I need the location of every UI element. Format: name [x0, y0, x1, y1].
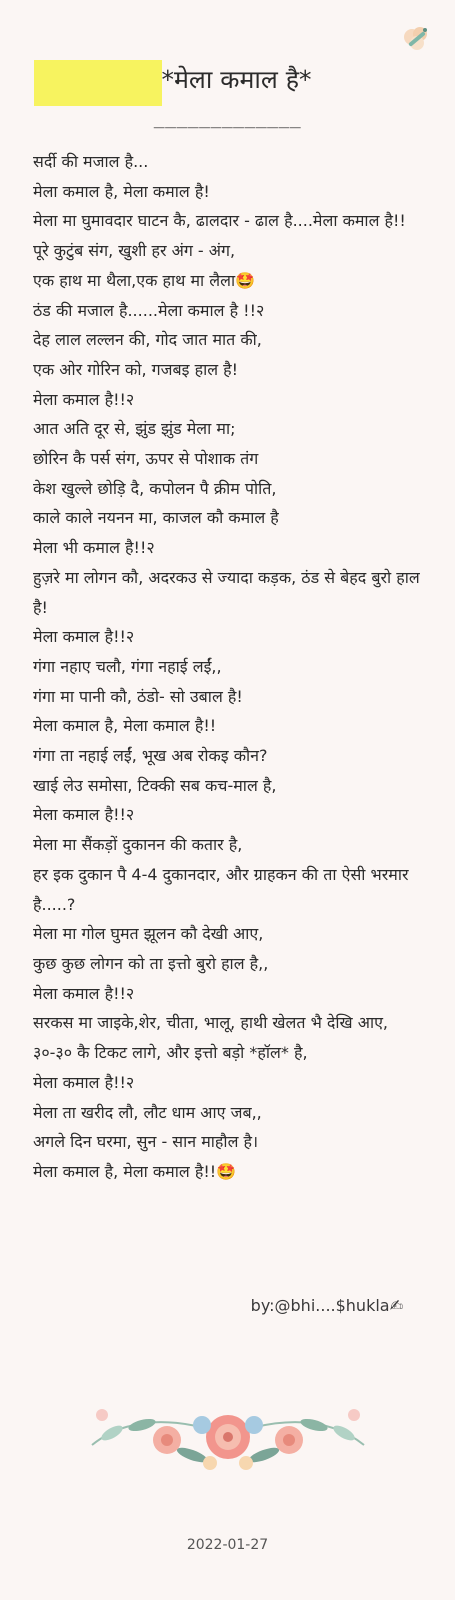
poem-line: कुछ कुछ लोगन को ता इत्तो बुरो हाल है,, — [33, 953, 269, 973]
poem-line: ठंड की मजाल है......मेला कमाल है !!२ — [33, 300, 265, 320]
poem-line: आत अति दूर से, झुंड झुंड मेला मा; — [33, 419, 236, 439]
flower-pen-sticker-icon — [399, 22, 433, 56]
poem-line: गंगा ता नहाई लईं, भूख अब रोकइ कौन? — [33, 746, 268, 766]
poem-line: गंगा मा पानी कौ, ठंडो- सो उबाल है! — [33, 686, 243, 706]
poem-line: सरकस मा जाइके,शेर, चीता, भालू, हाथी खेलत भै देखि आए, — [33, 1013, 389, 1033]
poem-line: अगले दिन घरमा, सुन - सान माहौल है। — [33, 1132, 259, 1152]
poem-line: एक हाथ मा थैला,एक हाथ मा लैला🤩 — [33, 270, 256, 290]
poem-body — [33, 147, 423, 1187]
poem-line: मेला कमाल है!!२ — [33, 1072, 135, 1092]
poem-line: छोरिन कै पर्स संग, ऊपर से पोशाक तंग — [33, 449, 259, 469]
post-date: 2022-01-27 — [186, 1537, 269, 1553]
poem-line: एक ओर गोरिन को, गजबइ हाल है! — [33, 359, 239, 379]
poem-line: खाई लेउ समोसा, टिक्की सब कच-माल है, — [33, 775, 277, 795]
poem-line: मेला कमाल है, मेला कमाल है!! — [33, 716, 217, 736]
title-highlight — [34, 60, 162, 106]
floral-garland-decoration — [82, 1385, 374, 1485]
poem-line: मेला मा सैंकड़ों दुकानन की कतार है, — [33, 835, 243, 855]
poem-line: मेला कमाल है!!२ — [33, 805, 135, 825]
poem-line: काले काले नयनन मा, काजल कौ कमाल है — [33, 508, 279, 528]
poem-line: देह लाल लल्लन की, गोद जात मात की, — [33, 330, 262, 350]
title-block — [0, 58, 455, 102]
title-underline: _____________ — [153, 108, 302, 129]
poem-line: मेला मा घुमावदार घाटन कै, ढालदार - ढाल है....मेला कमाल है!! — [33, 211, 406, 231]
poem-line: मेला मा गोल घुमत झूलन कौ देखी आए, — [33, 924, 264, 944]
poem-line: पूरे कुटुंब संग, खुशी हर अंग - अंग, — [33, 241, 236, 261]
poem-line: गंगा नहाए चलौ, गंगा नहाई लईं,, — [33, 656, 222, 676]
poem-line: ३०-३० कै टिकट लागे, और इत्तो बड़ो *हॉल* है, — [33, 1043, 308, 1063]
poem-line: मेला कमाल है!!२ — [33, 389, 135, 409]
poem-line: हुज़रे मा लोगन कौ, अदरकउ से ज्यादा कड़क, ठंड से बेहद बुरो हाल है! — [33, 567, 420, 617]
poem-line: मेला कमाल है, मेला कमाल है! — [33, 181, 210, 201]
poem-line: केश खुल्ले छोड़ि दै, कपोलन पै क्रीम पोति, — [33, 478, 277, 498]
poem-line: मेला कमाल है, मेला कमाल है!!🤩 — [33, 1161, 237, 1181]
poem-line: मेला ता खरीद लौ, लौट धाम आए जब,, — [33, 1102, 262, 1122]
poem-line: मेला कमाल है!!२ — [33, 627, 135, 647]
poem-line: हर इक दुकान पै 4-4 दुकानदार, और ग्राहकन की ता ऐसी भरमार है.....? — [33, 864, 409, 914]
page-title: *मेला कमाल है* — [161, 65, 312, 94]
author-byline: by:@bhi....$hukla✍ — [250, 1296, 403, 1315]
poem-line: सर्दी की मजाल है... — [33, 152, 149, 171]
poem-line: मेला भी कमाल है!!२ — [33, 538, 155, 558]
poem-line: मेला कमाल है!!२ — [33, 983, 135, 1003]
